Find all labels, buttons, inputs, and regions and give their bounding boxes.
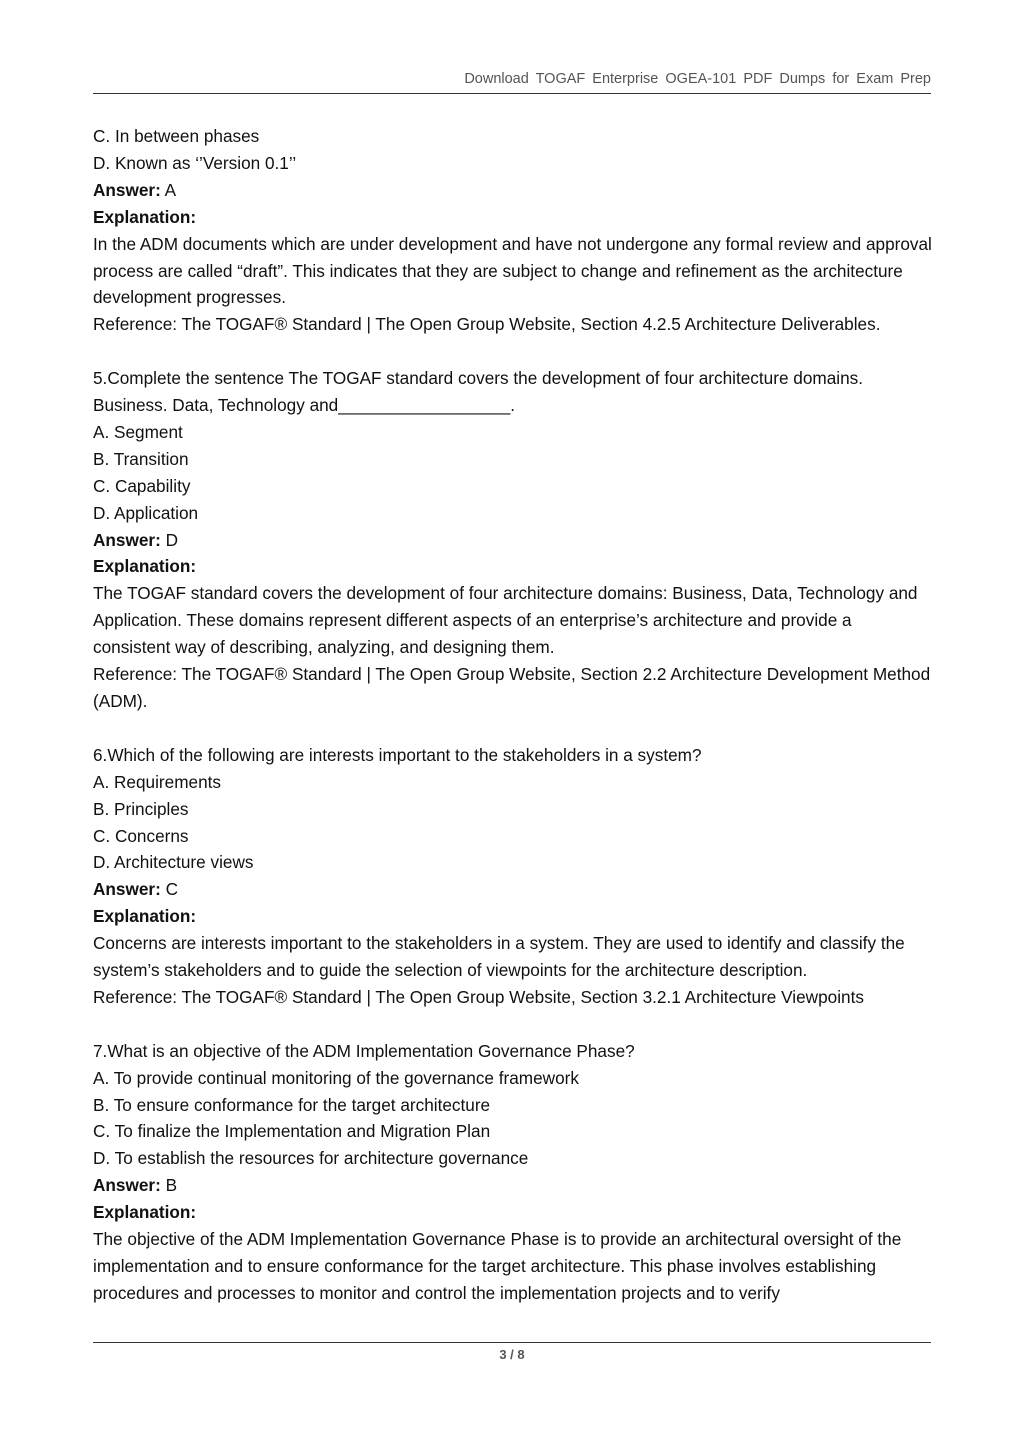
q7-option-b: B. To ensure conformance for the target architecture bbox=[93, 1094, 491, 1115]
q6-explanation-label: Explanation: bbox=[93, 906, 197, 927]
q7-answer-label: Answer: bbox=[93, 1175, 161, 1196]
document-body bbox=[93, 123, 933, 1307]
q5-explanation-text: The TOGAF standard covers the development of four architecture domains: Business, Data, Technology and Application. These domains represent different aspects of an enterprise’s architecture and provide a consistent way of describing, analyzing, and designing them. bbox=[93, 583, 918, 658]
answer-value: A bbox=[160, 179, 177, 200]
q7-option-d: D. To establish the resources for architecture governance bbox=[93, 1148, 529, 1169]
q6-option-c: C. Concerns bbox=[93, 825, 189, 846]
q7-option-c: C. To finalize the Implementation and Migration Plan bbox=[93, 1121, 491, 1142]
page-header: Download TOGAF Enterprise OGEA-101 PDF Dumps for Exam Prep bbox=[464, 71, 931, 87]
q5-reference-text: Reference: The TOGAF® Standard | The Open Group Website, Section 2.2 Architecture Development Method (ADM). bbox=[93, 664, 931, 712]
question-6-text: 6.Which of the following are interests important to the stakeholders in a system? bbox=[93, 744, 702, 765]
spacer bbox=[93, 338, 933, 365]
explanation-label: Explanation: bbox=[93, 206, 197, 227]
footer-divider bbox=[93, 1342, 931, 1343]
header-divider bbox=[93, 93, 931, 94]
q6-explanation-text: Concerns are interests important to the stakeholders in a system. They are used to identify and classify the system’s stakeholders and to guide the selection of viewpoints for the architecture description. bbox=[93, 933, 905, 981]
q6-answer-label: Answer: bbox=[93, 879, 161, 900]
q6-reference-text: Reference: The TOGAF® Standard | The Open Group Website, Section 3.2.1 Architecture Viewpoints bbox=[93, 986, 864, 1007]
q6-option-b: B. Principles bbox=[93, 798, 189, 819]
q7-explanation-text: The objective of the ADM Implementation Governance Phase is to provide an architectural oversight of the implementation and to ensure conformance for the target architecture. This phase involves establishing procedures and processes to monitor and control the implementation projects and to verify bbox=[93, 1229, 902, 1303]
q7-explanation-label: Explanation: bbox=[93, 1202, 197, 1223]
q6-option-d: D. Architecture views bbox=[93, 852, 254, 873]
q5-option-b: B. Transition bbox=[93, 448, 189, 469]
answer-label: Answer: bbox=[93, 179, 161, 200]
q5-option-a: A. Segment bbox=[93, 421, 183, 442]
q7-answer-value: B bbox=[160, 1175, 178, 1196]
question-5-text: 5.Complete the sentence The TOGAF standard covers the development of four architecture domains. bbox=[93, 368, 864, 389]
q5-option-c: C. Capability bbox=[93, 475, 191, 496]
q7-answer-line bbox=[93, 1172, 933, 1199]
spacer bbox=[93, 715, 933, 742]
q6-answer-value: C bbox=[160, 879, 178, 900]
q6-answer-line bbox=[93, 876, 933, 903]
page-number: 3 / 8 bbox=[499, 1347, 525, 1362]
q5-option-d: D. Application bbox=[93, 502, 199, 523]
explanation-text: In the ADM documents which are under development and have not undergone any formal review and approval process are called “draft”. This indicates that they are subject to change and refinement as the architecture development progresses. bbox=[93, 233, 932, 308]
q5-answer-value: D bbox=[160, 529, 178, 550]
option-d: D. Known as ‘’Version 0.1’’ bbox=[93, 152, 297, 173]
q5-answer-line bbox=[93, 527, 933, 554]
reference-text: Reference: The TOGAF® Standard | The Open Group Website, Section 4.2.5 Architecture Deliverables. bbox=[93, 314, 881, 335]
q5-answer-label: Answer: bbox=[93, 529, 161, 550]
answer-line bbox=[93, 177, 933, 204]
spacer bbox=[93, 1011, 933, 1038]
q7-option-a: A. To provide continual monitoring of the governance framework bbox=[93, 1067, 579, 1088]
question-5-text-cont: Business. Data, Technology and__________________. bbox=[93, 395, 516, 416]
option-c: C. In between phases bbox=[93, 126, 260, 146]
q5-explanation-label: Explanation: bbox=[93, 556, 197, 577]
question-7-text: 7.What is an objective of the ADM Implementation Governance Phase? bbox=[93, 1040, 635, 1061]
q6-option-a: A. Requirements bbox=[93, 771, 222, 792]
